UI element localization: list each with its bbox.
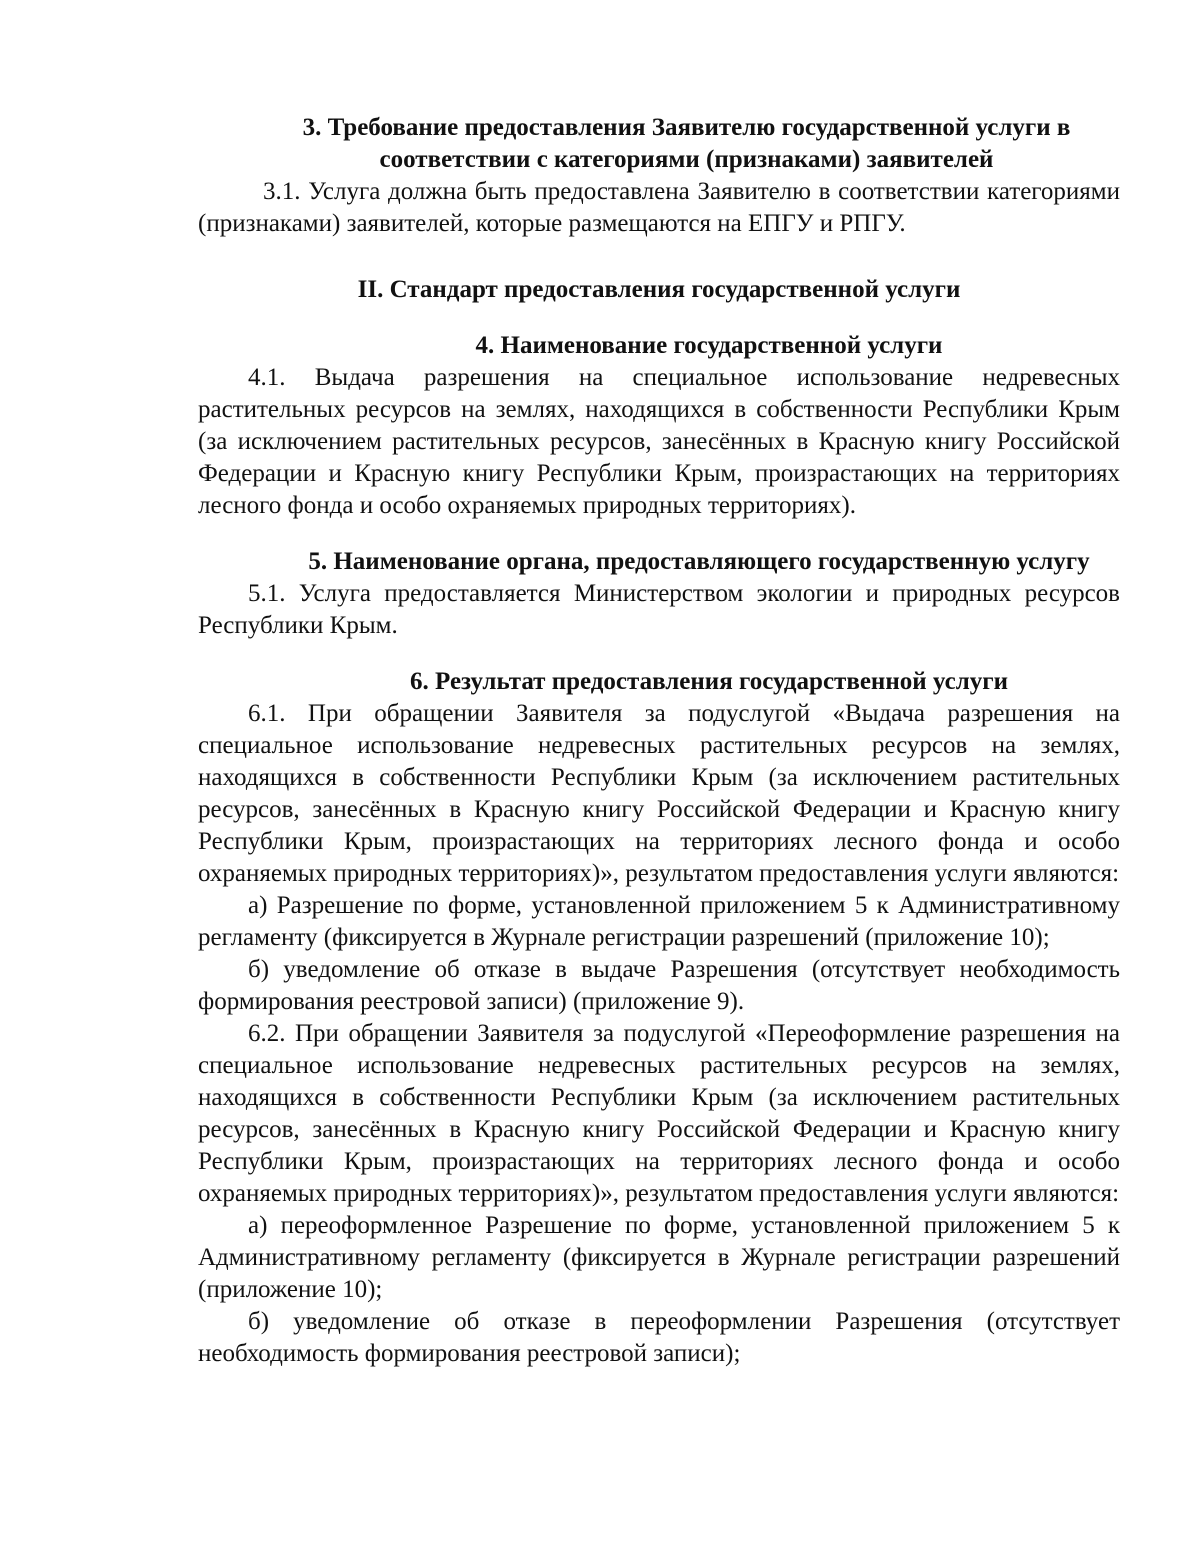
- paragraph-5-1: 5.1. Услуга предоставляется Министерством экологии и природных ресурсов Республики Крым.: [198, 580, 1120, 639]
- document-page: [198, 112, 1120, 1370]
- paragraph-6-2-b: б) уведомление об отказе в переоформлении Разрешения (отсутствует необходимость формирования реестровой записи);: [198, 1308, 1120, 1367]
- part-2-heading: II. Стандарт предоставления государственной услуги: [357, 276, 961, 303]
- section-4-heading: 4. Наименование государственной услуги: [475, 332, 943, 359]
- paragraph-6-1-b: б) уведомление об отказе в выдаче Разрешения (отсутствует необходимость формирования реестровой записи) (приложение 9).: [198, 956, 1120, 1015]
- section-6-heading: 6. Результат предоставления государственной услуги: [410, 668, 1008, 695]
- paragraph-6-2-a: а) переоформленное Разрешение по форме, установленной приложением 5 к Административному регламенту (фиксируется в Журнале регистрации разрешений (приложение 10);: [198, 1212, 1120, 1303]
- paragraph-4-1: 4.1. Выдача разрешения на специальное использование недревесных растительных ресурсов на землях, находящихся в собственности Республики Крым (за исключением растительных ресурсов, занесённых в Красную книгу Российской Федерации и Красную книгу Республики Крым, произрастающих на территориях лесного фонда и особо охраняемых природных территориях).: [198, 364, 1120, 519]
- section-3-heading: 3. Требование предоставления Заявителю государственной услуги в соответствии с категориями (признаками) заявителей: [302, 114, 1071, 173]
- paragraph-6-1-a: а) Разрешение по форме, установленной приложением 5 к Административному регламенту (фиксируется в Журнале регистрации разрешений (приложение 10);: [198, 892, 1120, 951]
- paragraph-6-2: 6.2. При обращении Заявителя за подуслугой «Переоформление разрешения на специальное использование недревесных растительных ресурсов на землях, находящихся в собственности Республики Крым (за исключением растительных ресурсов, занесённых в Красную книгу Российской Федерации и Красную книгу Республики Крым, произрастающих на территориях лесного фонда и особо охраняемых природных территориях)», результатом предоставления услуги являются:: [198, 1020, 1120, 1207]
- section-5-heading: 5. Наименование органа, предоставляющего государственную услугу: [308, 548, 1090, 575]
- paragraph-6-1: 6.1. При обращении Заявителя за подуслугой «Выдача разрешения на специальное использование недревесных растительных ресурсов на землях, находящихся в собственности Республики Крым (за исключением растительных ресурсов, занесённых в Красную книгу Российской Федерации и Красную книгу Республики Крым, произрастающих на территориях лесного фонда и особо охраняемых природных территориях)», результатом предоставления услуги являются:: [198, 700, 1120, 887]
- paragraph-3-1: 3.1. Услуга должна быть предоставлена Заявителю в соответствии категориями (признаками) заявителей, которые размещаются на ЕПГУ и РПГУ.: [198, 178, 1120, 237]
